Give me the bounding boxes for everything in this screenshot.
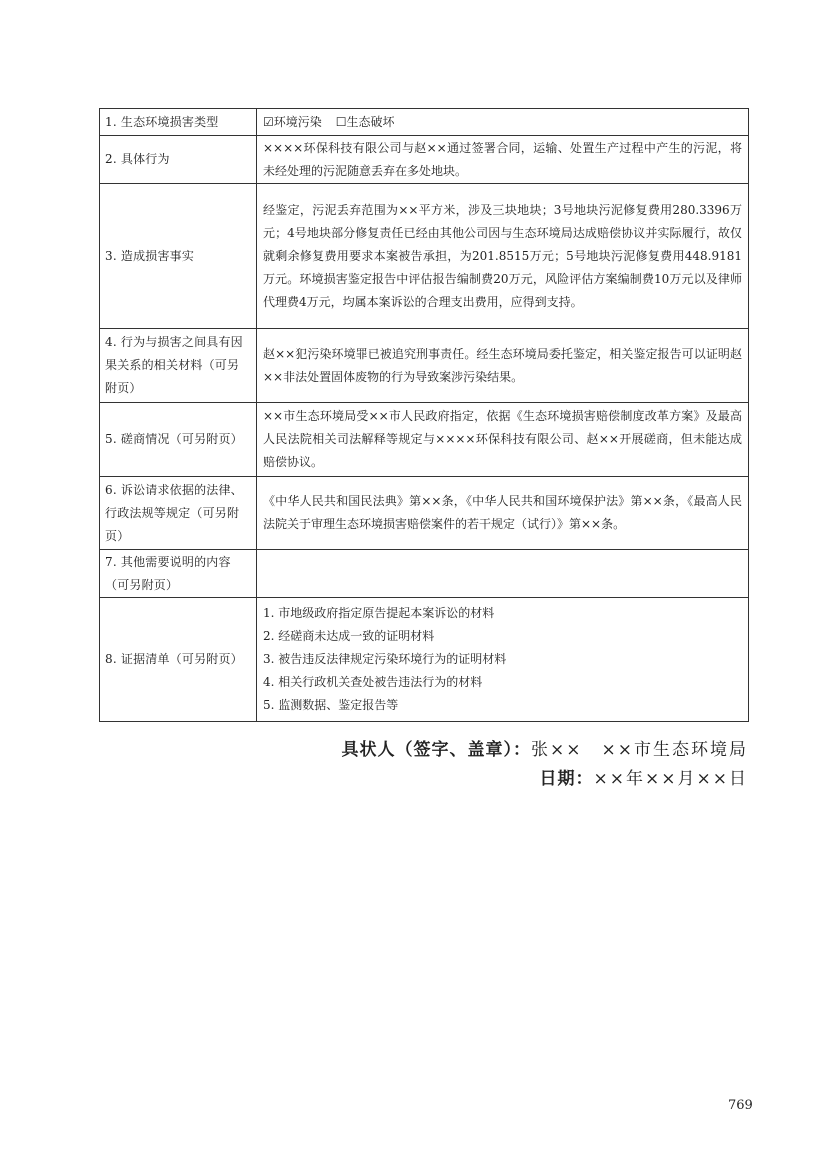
checkbox-empty-icon: ☐ xyxy=(335,114,347,129)
date-line xyxy=(540,764,748,789)
table-row xyxy=(100,477,749,550)
row-key: 8. 证据清单（可另附页） xyxy=(100,598,257,722)
evidence-item: 3. 被告违反法律规定污染环境行为的证明材料 xyxy=(263,652,507,666)
table-row xyxy=(100,184,749,329)
table-row xyxy=(100,598,749,722)
signature-label: 具状人（签字、盖章）： xyxy=(341,740,532,760)
evidence-item: 4. 相关行政机关查处被告违法行为的材料 xyxy=(263,675,483,689)
checkbox-checked-icon: ☑ xyxy=(263,114,274,129)
row-key: 4. 行为与损害之间具有因果关系的相关材料（可另附页） xyxy=(100,329,257,403)
table-row xyxy=(100,329,749,403)
row-key: 2. 具体行为 xyxy=(100,136,257,184)
damage-type-options xyxy=(257,109,749,136)
date-value: ××年××月××日 xyxy=(593,769,748,789)
row-value: 经鉴定，污泥丢弃范围为××平方米，涉及三块地块；3号地块污泥修复费用280.3396万元；4号地块部分修复责任已经由其他公司因与生态环境局达成赔偿协议并实际履行，故仅就剩余修复费用要求本案被告承担，为201.8515万元；5号地块污泥修复费用448.9181万元。环境损害鉴定报告中评估报告编制费20万元，风险评估方案编制费10万元以及律师代理费4万元，均属本案诉讼的合理支出费用，应得到支持。 xyxy=(257,184,749,329)
row-value: 赵××犯污染环境罪已被追究刑事责任。经生态环境局委托鉴定，相关鉴定报告可以证明赵××非法处置固体废物的行为导致案涉污染结果。 xyxy=(257,329,749,403)
evidence-item: 5. 监测数据、鉴定报告等 xyxy=(263,698,399,712)
evidence-item: 2. 经磋商未达成一致的证明材料 xyxy=(263,629,435,643)
row-value xyxy=(257,550,749,598)
table-row xyxy=(100,403,749,477)
signature-line xyxy=(342,735,748,760)
complaint-table xyxy=(99,108,749,722)
option-label: 生态破坏 xyxy=(346,114,395,129)
table-row xyxy=(100,109,749,136)
row-key: 7. 其他需要说明的内容（可另附页） xyxy=(100,550,257,598)
table-row xyxy=(100,136,749,184)
row-value: 《中华人民共和国民法典》第××条，《中华人民共和国环境保护法》第××条，《最高人民法院关于审理生态环境损害赔偿案件的若干规定（试行）》第××条。 xyxy=(257,477,749,550)
date-label: 日期： xyxy=(539,769,594,789)
option-label: 环境污染 xyxy=(273,114,322,129)
signature-value: 张×× ××市生态环境局 xyxy=(531,740,748,760)
evidence-list xyxy=(257,598,749,722)
row-key: 6. 诉讼请求依据的法律、行政法规等规定（可另附页） xyxy=(100,477,257,550)
row-value: ××××环保科技有限公司与赵××通过签署合同，运输、处置生产过程中产生的污泥，将未经处理的污泥随意丢弃在多处地块。 xyxy=(257,136,749,184)
row-key: 3. 造成损害事实 xyxy=(100,184,257,329)
evidence-item: 1. 市地级政府指定原告提起本案诉讼的材料 xyxy=(263,606,495,620)
table-row xyxy=(100,550,749,598)
page-number: 769 xyxy=(728,1098,753,1113)
row-value: ××市生态环境局受××市人民政府指定，依据《生态环境损害赔偿制度改革方案》及最高人民法院相关司法解释等规定与××××环保科技有限公司、赵××开展磋商，但未能达成赔偿协议。 xyxy=(257,403,749,477)
row-key: 1. 生态环境损害类型 xyxy=(100,109,257,136)
row-key: 5. 磋商情况（可另附页） xyxy=(100,403,257,477)
